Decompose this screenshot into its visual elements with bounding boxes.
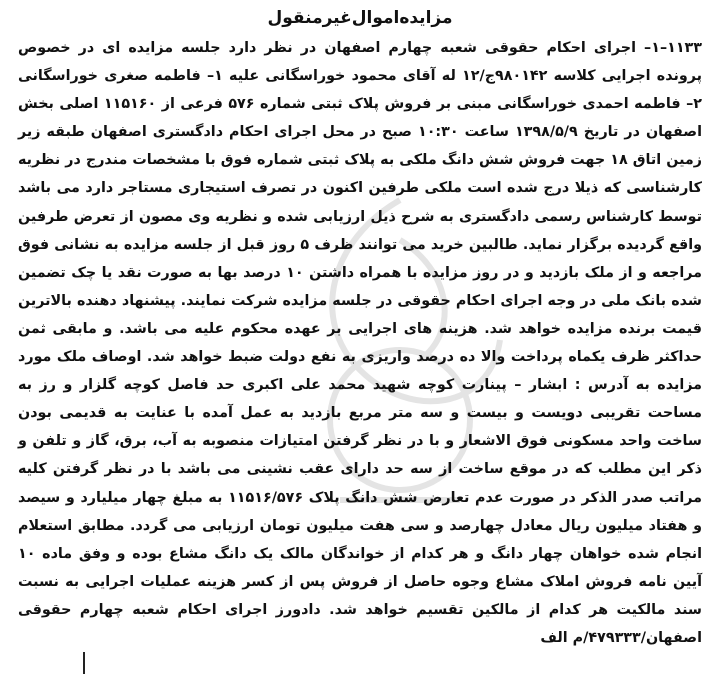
notice-body: ۱۱۳۳–۱– اجرای احکام حقوقی شعبه چهارم اصفهان در نظر دارد جلسه مزایده ای در خصوص پرونده اجرایی کلاسه ۹۸۰۱۴۲ج/۱۲ له آقای محمود خوراسگانی علیه ۱– فاطمه صغری خوراسگانی ۲– فاطمه احمدی خوراسگانی مبنی بر فروش پلاک ثبتی شماره ۵۷۶ فرعی از ۱۱۵۱۶۰ اصلی بخش اصفهان در تاریخ ۱۳۹۸/۵/۹ ساعت ۱۰:۳۰ صبح در محل اجرای احکام دادگستری اصفهان طبقه زیر زمین اتاق ۱۸ جهت فروش شش دانگ ملکی به پلاک ثبتی شماره فوق با مشخصات مندرج در نظریه کارشناسی که ذیلا درج شده است ملکی طرفین اکنون در تصرف استیجاری مستاجر دارد می باشد توسط کارشناس رسمی دادگستری به شرح ذیل ارزیابی شده و نظریه وی مصون از تعرض طرفین واقع گردیده برگزار نماید. طالبین خرید می توانند ظرف ۵ روز قبل از جلسه مزایده به نشانی فوق مراجعه و از ملک بازدید و در روز مزایده با همراه داشتن ۱۰ درصد بها به صورت نقد یا چک تضمین شده بانک ملی در وجه اجرای احکام حقوقی در جلسه مزایده شرکت نمایند. پیشنهاد دهنده بالاترین قیمت برنده مزایده خواهد شد. هزینه های اجرایی بر عهده محکوم علیه می باشد. و مابقی ثمن حداکثر ظرف یکماه پرداخت والا ده درصد واریزی به نفع دولت ضبط خواهد شد. اوصاف ملک مورد مزایده به آدرس : ابشار – پینارت کوچه شهید محمد علی اکبری حد فاصل کوچه گلزار و رز به مساحت تقریبی دویست و بیست و سه متر مربع بازدید به عمل آمده با عنایت به قدیمی بودن ساخت واحد مسکونی فوق الاشعار و با در نظر گرفتن امتیازات منصوبه به آب، برق، گاز و تلفن و ذکر این مطلب که در موقع ساخت از سه حد دارای عقب نشینی می باشد با در نظر گرفتن کلیه مراتب صدر الذکر در صورت عدم تعارض شش دانگ پلاک ۱۱۵۱۶/۵۷۶ به مبلغ چهار میلیارد و سیصد و هفتاد میلیون ریال معادل چهارصد و سی هفت میلیون تومان ارزیابی می گردد. مطابق استعلام انجام شده خواهان چهار دانگ و هر کدام از خواندگان مالک یک دانگ مشاع بوده و وفق ماده ۱۰ آیین نامه فروش املاک مشاع وجوه حاصل از فروش پس از کسر هزینه عملیات اجرایی به نسبت سند مالکیت هر کدام از مالکین تقسیم خواهد شد. دادورز اجرای احکام شعبه چهارم حقوقی اصفهان/۴۷۹۳۳۳/م الف — [18, 40, 702, 646]
notice-title: مزایده‌اموال‌غیرمنقول — [267, 8, 453, 28]
cut-marker — [83, 652, 85, 674]
